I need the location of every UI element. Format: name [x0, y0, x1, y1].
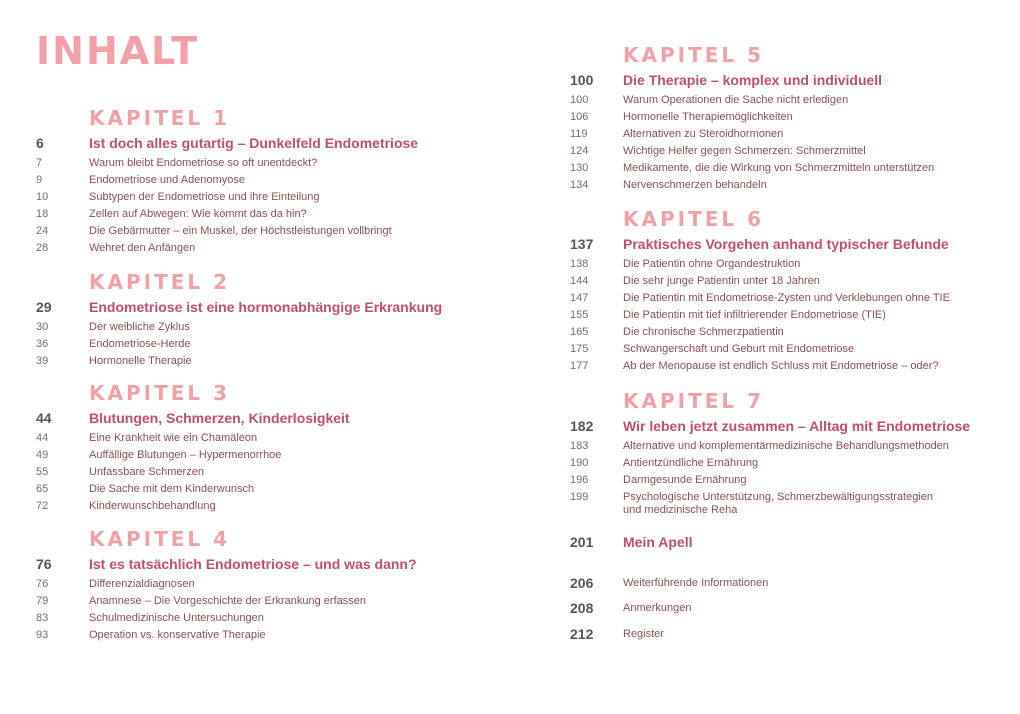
- toc-entry-weiterfuehrende-informationen[interactable]: [570, 573, 1000, 593]
- chapter-heading[interactable]: [36, 552, 506, 576]
- chapter-label: KAPITEL 5: [623, 43, 765, 67]
- toc-entry[interactable]: [36, 206, 506, 223]
- chapter-5: [570, 43, 1000, 194]
- entry-page-number: 190: [570, 457, 589, 469]
- entry-page-number: 18: [36, 208, 49, 220]
- entry-title: Alternative und komplementärmedizinische Behandlungsmethoden: [623, 440, 949, 452]
- entry-page-number: 144: [570, 275, 589, 287]
- chapter-label: KAPITEL 4: [89, 527, 231, 551]
- entry-page-number: 175: [570, 343, 589, 355]
- toc-entry[interactable]: [570, 92, 1000, 109]
- entry-page-number: 93: [36, 629, 49, 641]
- toc-entry[interactable]: [570, 109, 1000, 126]
- toc-entry[interactable]: [570, 273, 1000, 290]
- chapter-heading[interactable]: [570, 414, 1000, 438]
- chapter-label: KAPITEL 6: [623, 207, 765, 231]
- entry-title: Anamnese – Die Vorgeschichte der Erkrankung erfassen: [89, 595, 366, 607]
- toc-entry[interactable]: [570, 307, 1000, 324]
- entry-title: Der weibliche Zyklus: [89, 321, 190, 333]
- entry-title: Die Gebärmutter – ein Muskel, der Höchstleistungen vollbringt: [89, 225, 392, 237]
- chapter-page-number: 182: [570, 418, 594, 434]
- toc-entry[interactable]: [36, 172, 506, 189]
- entry-page-number: 10: [36, 191, 49, 203]
- entry-title: Eine Krankheit wie ein Chamäleon: [89, 432, 258, 444]
- entry-page-number: 147: [570, 292, 589, 304]
- entry-page-number: 212: [570, 626, 594, 642]
- entry-title: Schwangerschaft und Geburt mit Endometriose: [623, 343, 855, 355]
- toc-entry[interactable]: [36, 319, 506, 336]
- entry-page-number: 39: [36, 355, 49, 367]
- toc-entry[interactable]: [36, 189, 506, 206]
- chapter-page-number: 137: [570, 236, 594, 252]
- toc-entry[interactable]: [570, 177, 1000, 194]
- toc-entry-mein-apell[interactable]: [570, 532, 1000, 552]
- toc-entry[interactable]: [570, 143, 1000, 160]
- chapter-heading[interactable]: [36, 131, 506, 155]
- chapter-label: KAPITEL 3: [89, 381, 231, 405]
- entry-title: Subtypen der Endometriose und ihre Einteilung: [89, 191, 320, 203]
- entry-page-number: 119: [570, 128, 588, 140]
- chapter-label: KAPITEL 7: [623, 389, 765, 413]
- entry-page-number: 165: [570, 326, 589, 338]
- chapter-title: Endometriose ist eine hormonabhängige Erkrankung: [89, 299, 443, 315]
- chapter-page-number: 44: [36, 410, 52, 426]
- toc-entry[interactable]: [36, 593, 506, 610]
- entry-title: Anmerkungen: [623, 602, 692, 614]
- entry-page-number: 183: [570, 440, 589, 452]
- toc-entry[interactable]: [570, 126, 1000, 143]
- toc-entry[interactable]: [36, 498, 506, 515]
- toc-entry[interactable]: [570, 438, 1000, 455]
- entry-title: Die chronische Schmerzpatientin: [623, 326, 784, 338]
- entry-page-number: 208: [570, 600, 594, 616]
- entry-page-number: 72: [36, 500, 49, 512]
- toc-entry[interactable]: [570, 472, 1000, 489]
- entry-page-number: 138: [570, 258, 589, 270]
- chapter-3: [36, 381, 506, 515]
- chapter-7: [570, 389, 1000, 517]
- chapter-heading[interactable]: [570, 232, 1000, 256]
- chapter-4: [36, 527, 506, 644]
- entry-title: Weiterführende Informationen: [623, 577, 769, 589]
- toc-entry[interactable]: [36, 576, 506, 593]
- toc-entry-anmerkungen[interactable]: [570, 598, 1000, 618]
- chapter-title: Praktisches Vorgehen anhand typischer Befunde: [623, 236, 949, 252]
- entry-title: Endometriose und Adenomyose: [89, 174, 245, 186]
- entry-title: Darmgesunde Ernährung: [623, 474, 747, 486]
- chapter-1: [36, 106, 506, 257]
- chapter-title: Ist doch alles gutartig – Dunkelfeld Endometriose: [89, 135, 419, 151]
- entry-title: Die Patientin ohne Organdestruktion: [623, 258, 801, 270]
- entry-page-number: 28: [36, 242, 49, 254]
- entry-title: Mein Apell: [623, 534, 693, 550]
- toc-entry-register[interactable]: [570, 624, 1000, 644]
- entry-title: Hormonelle Therapie: [89, 355, 192, 367]
- chapter-page-number: 100: [570, 72, 594, 88]
- entry-title: Nervenschmerzen behandeln: [623, 179, 767, 191]
- toc-entry[interactable]: [570, 324, 1000, 341]
- page-title: INHALT: [36, 29, 199, 73]
- toc-entry[interactable]: [36, 155, 506, 172]
- chapter-heading[interactable]: [570, 68, 1000, 92]
- entry-title: Ab der Menopause ist endlich Schluss mit Endometriose – oder?: [623, 360, 939, 372]
- toc-entry[interactable]: [36, 464, 506, 481]
- chapter-title: Ist es tatsächlich Endometriose – und was dann?: [89, 556, 417, 572]
- chapter-title: Blutungen, Schmerzen, Kinderlosigkeit: [89, 410, 350, 426]
- entry-page-number: 7: [36, 157, 43, 169]
- entry-page-number: 24: [36, 225, 49, 237]
- entry-page-number: 9: [36, 174, 43, 186]
- entry-title: Zellen auf Abwegen: Wie kommt das da hin?: [89, 208, 307, 220]
- chapter-page-number: 29: [36, 299, 52, 315]
- entry-page-number: 130: [570, 162, 589, 174]
- toc-entry[interactable]: [36, 223, 506, 240]
- entry-page-number: 196: [570, 474, 589, 486]
- entry-page-number: 49: [36, 449, 49, 461]
- chapter-title: Die Therapie – komplex und individuell: [623, 72, 883, 88]
- entry-page-number: 44: [36, 432, 49, 444]
- entry-title: Kinderwunschbehandlung: [89, 500, 216, 512]
- chapter-2: [36, 270, 506, 370]
- entry-title: Psychologische Unterstützung, Schmerzbewältigungsstrategien und medizinische Reha: [623, 491, 933, 516]
- entry-title: Alternativen zu Steroidhormonen: [623, 128, 784, 140]
- entry-page-number: 36: [36, 338, 49, 350]
- toc-entry[interactable]: [570, 160, 1000, 177]
- chapter-6: [570, 207, 1000, 375]
- chapter-label: KAPITEL 2: [89, 270, 231, 294]
- entry-title: Register: [623, 628, 664, 640]
- entry-title: Unfassbare Schmerzen: [89, 466, 204, 478]
- entry-page-number: 124: [570, 145, 589, 157]
- toc-entry[interactable]: [36, 610, 506, 627]
- entry-title: Warum Operationen die Sache nicht erledigen: [623, 94, 849, 106]
- entry-page-number: 100: [570, 94, 589, 106]
- entry-title: Medikamente, die die Wirkung von Schmerzmitteln unterstützen: [623, 162, 935, 174]
- entry-title: Die Sache mit dem Kinderwunsch: [89, 483, 255, 495]
- entry-title: Endometriose-Herde: [89, 338, 191, 350]
- entry-title: Die Patientin mit tief infiltrierender Endometriose (TIE): [623, 309, 886, 321]
- chapter-page-number: 76: [36, 556, 52, 572]
- entry-page-number: 55: [36, 466, 49, 478]
- toc-entry[interactable]: [570, 358, 1000, 375]
- entry-title: Hormonelle Therapiemöglichkeiten: [623, 111, 793, 123]
- entry-title: Schulmedizinische Untersuchungen: [89, 612, 264, 624]
- toc-entry[interactable]: [570, 290, 1000, 307]
- chapter-title: Wir leben jetzt zusammen – Alltag mit Endometriose: [623, 418, 971, 434]
- entry-title: Wichtige Helfer gegen Schmerzen: Schmerzmittel: [623, 145, 866, 157]
- entry-page-number: 76: [36, 578, 49, 590]
- chapter-page-number: 6: [36, 135, 44, 151]
- entry-page-number: 155: [570, 309, 589, 321]
- toc-entry[interactable]: [570, 489, 1000, 517]
- toc-entry[interactable]: [36, 481, 506, 498]
- toc-entry[interactable]: [570, 341, 1000, 358]
- toc-entry[interactable]: [36, 336, 506, 353]
- toc-entry[interactable]: [570, 256, 1000, 273]
- entry-page-number: 79: [36, 595, 49, 607]
- toc-entry[interactable]: [570, 455, 1000, 472]
- entry-title: Auffällige Blutungen – Hypermenorrhoe: [89, 449, 282, 461]
- toc-entry[interactable]: [36, 240, 506, 257]
- entry-title: Wehret den Anfängen: [89, 242, 196, 254]
- entry-page-number: 134: [570, 179, 589, 191]
- chapter-label: KAPITEL 1: [89, 106, 231, 130]
- entry-page-number: 65: [36, 483, 49, 495]
- entry-page-number: 206: [570, 575, 594, 591]
- entry-title: Operation vs. konservative Therapie: [89, 629, 266, 641]
- entry-title: Warum bleibt Endometriose so oft unentdeckt?: [89, 157, 318, 169]
- toc-entry[interactable]: [36, 430, 506, 447]
- chapter-heading[interactable]: [36, 295, 506, 319]
- entry-title: Die Patientin mit Endometriose-Zysten und Verklebungen ohne TIE: [623, 292, 950, 304]
- entry-title: Die sehr junge Patientin unter 18 Jahren: [623, 275, 820, 287]
- toc-entry[interactable]: [36, 447, 506, 464]
- entry-page-number: 177: [570, 360, 589, 372]
- chapter-heading[interactable]: [36, 406, 506, 430]
- entry-page-number: 106: [570, 111, 589, 123]
- toc-entry[interactable]: [36, 353, 506, 370]
- entry-title: Antientzündliche Ernährung: [623, 457, 759, 469]
- entry-page-number: 199: [570, 491, 589, 503]
- toc-entry[interactable]: [36, 627, 506, 644]
- entry-page-number: 201: [570, 534, 594, 550]
- entry-page-number: 83: [36, 612, 49, 624]
- entry-page-number: 30: [36, 321, 49, 333]
- entry-title: Differenzialdiagnosen: [89, 578, 195, 590]
